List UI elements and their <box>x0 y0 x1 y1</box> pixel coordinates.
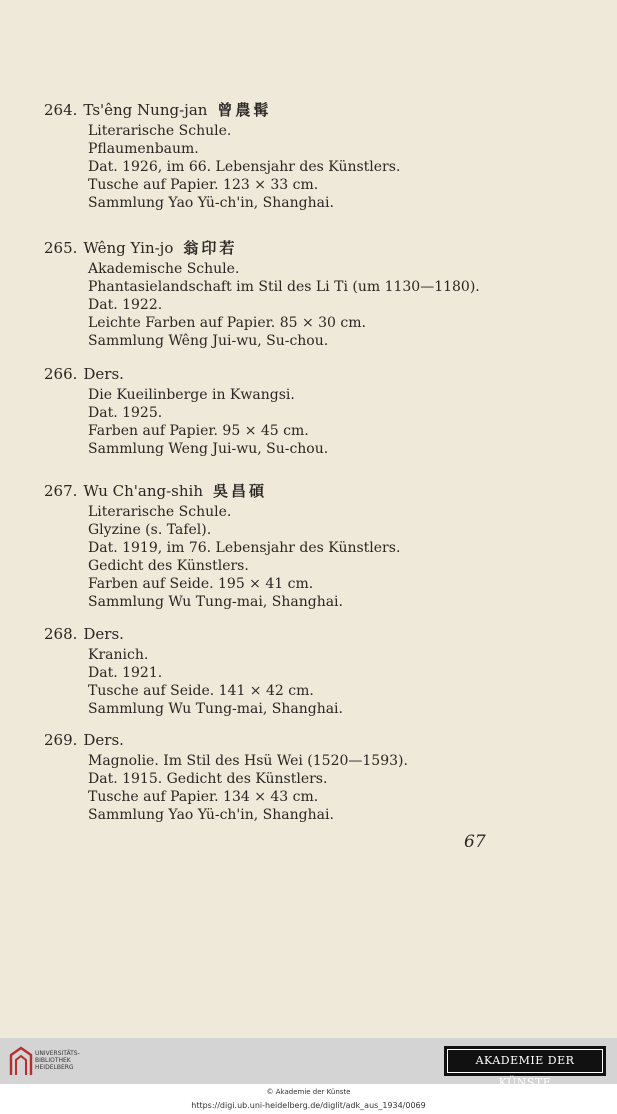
entry-line: Phantasielandschaft im Stil des Li Ti (um 1130—1180). <box>88 279 480 295</box>
catalog-entry-268 <box>44 622 584 718</box>
artist-name: Wêng Yin-jo <box>83 239 174 257</box>
artist-name: Ders. <box>83 365 124 383</box>
catalog-entry-266 <box>44 362 584 458</box>
artist-name: Ders. <box>83 625 124 643</box>
entry-line: Sammlung Wu Tung-mai, Shanghai. <box>88 701 343 717</box>
entry-line: Farben auf Papier. 95 × 45 cm. <box>88 423 309 439</box>
entry-line: Dat. 1922. <box>88 297 163 313</box>
entry-line: Dat. 1921. <box>88 665 163 681</box>
entry-line: Dat. 1926, im 66. Lebensjahr des Künstlers. <box>88 159 401 175</box>
catalog-entry-267 <box>44 479 584 611</box>
entry-line: Sammlung Yao Yü-ch'in, Shanghai. <box>88 807 334 823</box>
entry-line: Leichte Farben auf Papier. 85 × 30 cm. <box>88 315 366 331</box>
entry-line: Farben auf Seide. 195 × 41 cm. <box>88 576 314 592</box>
entry-line: Sammlung Wêng Jui-wu, Su-chou. <box>88 333 329 349</box>
catalog-entry-264 <box>44 98 584 212</box>
entry-number: 269. <box>44 731 78 749</box>
university-library-logo-icon[interactable] <box>8 1045 34 1077</box>
entry-line: Magnolie. Im Stil des Hsü Wei (1520—1593). <box>88 753 408 769</box>
copyright-notice: © Akademie der Künste <box>266 1088 351 1096</box>
permalink-url[interactable]: https://digi.ub.uni-heidelberg.de/diglit/adk_aus_1934/0069 <box>191 1101 426 1110</box>
entry-line: Pflaumenbaum. <box>88 141 199 157</box>
entry-line: Literarische Schule. <box>88 504 232 520</box>
artist-name-chinese: 曾農髯 <box>217 101 272 119</box>
entry-number: 264. <box>44 101 78 119</box>
catalog-entry-269 <box>44 728 584 824</box>
entry-line: Tusche auf Papier. 123 × 33 cm. <box>88 177 319 193</box>
entry-line: Dat. 1925. <box>88 405 163 421</box>
artist-name: Ders. <box>83 731 124 749</box>
adk-logo-label: AKADEMIE DER KÜNSTE <box>447 1049 603 1073</box>
viewer-footer <box>0 1038 617 1089</box>
page-number: 67 <box>464 832 486 852</box>
entry-number: 265. <box>44 239 78 257</box>
entry-line: Tusche auf Seide. 141 × 42 cm. <box>88 683 314 699</box>
entry-line: Dat. 1919, im 76. Lebensjahr des Künstlers. <box>88 540 401 556</box>
artist-name-chinese: 翁印若 <box>183 239 238 257</box>
entry-line: Sammlung Yao Yü-ch'in, Shanghai. <box>88 195 334 211</box>
entry-line: Dat. 1915. Gedicht des Künstlers. <box>88 771 328 787</box>
akademie-der-kuenste-logo[interactable] <box>444 1046 606 1089</box>
entry-line: Gedicht des Künstlers. <box>88 558 249 574</box>
entry-line: Tusche auf Papier. 134 × 43 cm. <box>88 789 319 805</box>
entry-number: 267. <box>44 482 78 500</box>
artist-name-chinese: 吳昌碩 <box>213 482 268 500</box>
entry-line: Literarische Schule. <box>88 123 232 139</box>
entry-line: Akademische Schule. <box>88 261 240 277</box>
artist-name: Wu Ch'ang-shih <box>83 482 203 500</box>
entry-line: Kranich. <box>88 647 149 663</box>
university-library-name[interactable]: UNIVERSITÄTS- BIBLIOTHEK HEIDELBERG <box>35 1050 80 1071</box>
entry-number: 266. <box>44 365 78 383</box>
entry-number: 268. <box>44 625 78 643</box>
catalog-entry-265 <box>44 236 584 350</box>
entry-line: Die Kueilinberge in Kwangsi. <box>88 387 295 403</box>
entry-line: Glyzine (s. Tafel). <box>88 522 212 538</box>
entry-line: Sammlung Weng Jui-wu, Su-chou. <box>88 441 329 457</box>
artist-name: Ts'êng Nung-jan <box>83 101 208 119</box>
entry-line: Sammlung Wu Tung-mai, Shanghai. <box>88 594 343 610</box>
